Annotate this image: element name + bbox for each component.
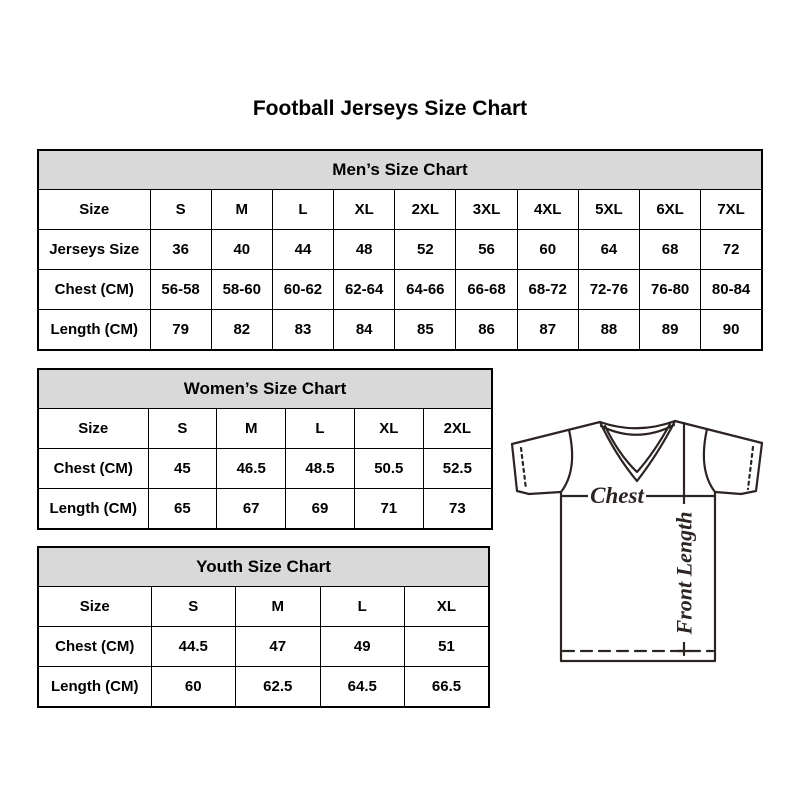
value-cell: 56: [456, 230, 517, 270]
left-sleeve-outline: [512, 444, 561, 494]
value-cell: 3XL: [456, 190, 517, 230]
row-label-cell: Jerseys Size: [38, 230, 150, 270]
value-cell: 50.5: [354, 449, 423, 489]
value-cell: 65: [148, 489, 217, 530]
value-cell: 62-64: [334, 270, 395, 310]
value-cell: L: [320, 587, 405, 627]
value-cell: 62.5: [236, 667, 321, 708]
left-sleeve-hem-dash: [521, 448, 526, 489]
value-cell: M: [217, 409, 286, 449]
mens-size-table: [37, 149, 763, 351]
value-cell: M: [211, 190, 272, 230]
value-cell: XL: [354, 409, 423, 449]
jersey-diagram: [500, 408, 800, 678]
value-cell: 90: [701, 310, 762, 351]
row-label-cell: Length (CM): [38, 489, 148, 530]
table-header-row: [38, 369, 492, 409]
value-cell: 82: [211, 310, 272, 351]
value-cell: 89: [640, 310, 701, 351]
womens-table-body: [38, 409, 492, 530]
value-cell: 85: [395, 310, 456, 351]
row-label-cell: Size: [38, 409, 148, 449]
value-cell: L: [286, 409, 355, 449]
value-cell: 51: [405, 627, 490, 667]
value-cell: 5XL: [578, 190, 639, 230]
left-shoulder-seam: [512, 422, 600, 444]
right-sleeve-outline: [715, 443, 762, 494]
row-label-cell: Size: [38, 190, 150, 230]
table-row: [38, 190, 762, 230]
value-cell: 49: [320, 627, 405, 667]
value-cell: 48.5: [286, 449, 355, 489]
youth-table-title: Youth Size Chart: [38, 547, 489, 587]
value-cell: 68-72: [517, 270, 578, 310]
value-cell: 60: [517, 230, 578, 270]
value-cell: 66-68: [456, 270, 517, 310]
value-cell: 80-84: [701, 270, 762, 310]
row-label-cell: Chest (CM): [38, 270, 150, 310]
value-cell: S: [150, 190, 211, 230]
left-armhole-curve: [561, 430, 572, 492]
right-sleeve-hem-dash: [748, 447, 753, 489]
value-cell: 36: [150, 230, 211, 270]
right-shoulder-seam: [675, 421, 762, 443]
value-cell: 6XL: [640, 190, 701, 230]
chest-label: Chest: [590, 483, 644, 508]
value-cell: 87: [517, 310, 578, 351]
row-label-cell: Chest (CM): [38, 627, 151, 667]
value-cell: 52.5: [423, 449, 492, 489]
value-cell: 69: [286, 489, 355, 530]
table-row: [38, 627, 489, 667]
value-cell: 44.5: [151, 627, 236, 667]
value-cell: 45: [148, 449, 217, 489]
mens-table-body: [38, 190, 762, 351]
table-header-row: [38, 547, 489, 587]
value-cell: 64-66: [395, 270, 456, 310]
table-row: [38, 230, 762, 270]
row-label-cell: Size: [38, 587, 151, 627]
table-row: [38, 409, 492, 449]
page-title: Football Jerseys Size Chart: [252, 97, 528, 120]
youth-size-table: [37, 546, 490, 708]
womens-table-title: Women’s Size Chart: [38, 369, 492, 409]
value-cell: S: [148, 409, 217, 449]
value-cell: 71: [354, 489, 423, 530]
row-label-cell: Length (CM): [38, 310, 150, 351]
collar-back-arc-icon: [600, 421, 675, 428]
value-cell: 64.5: [320, 667, 405, 708]
value-cell: M: [236, 587, 321, 627]
value-cell: XL: [334, 190, 395, 230]
value-cell: 64: [578, 230, 639, 270]
youth-table-body: [38, 587, 489, 708]
row-label-cell: Length (CM): [38, 667, 151, 708]
front-length-label: Front Length: [671, 511, 697, 635]
table-header-row: [38, 150, 762, 190]
value-cell: L: [272, 190, 333, 230]
value-cell: 7XL: [701, 190, 762, 230]
table-row: [38, 310, 762, 351]
value-cell: 48: [334, 230, 395, 270]
value-cell: 83: [272, 310, 333, 351]
table-row: [38, 449, 492, 489]
value-cell: S: [151, 587, 236, 627]
value-cell: 72-76: [578, 270, 639, 310]
value-cell: 79: [150, 310, 211, 351]
value-cell: 66.5: [405, 667, 490, 708]
value-cell: 52: [395, 230, 456, 270]
table-row: [38, 587, 489, 627]
value-cell: 88: [578, 310, 639, 351]
value-cell: 86: [456, 310, 517, 351]
table-row: [38, 667, 489, 708]
value-cell: 60: [151, 667, 236, 708]
value-cell: 56-58: [150, 270, 211, 310]
row-label-cell: Chest (CM): [38, 449, 148, 489]
value-cell: 2XL: [395, 190, 456, 230]
value-cell: XL: [405, 587, 490, 627]
value-cell: 84: [334, 310, 395, 351]
right-armhole-curve: [704, 429, 715, 492]
value-cell: 60-62: [272, 270, 333, 310]
mens-table-title: Men’s Size Chart: [38, 150, 762, 190]
value-cell: 58-60: [211, 270, 272, 310]
table-row: [38, 270, 762, 310]
value-cell: 76-80: [640, 270, 701, 310]
value-cell: 72: [701, 230, 762, 270]
value-cell: 73: [423, 489, 492, 530]
value-cell: 67: [217, 489, 286, 530]
value-cell: 46.5: [217, 449, 286, 489]
table-row: [38, 489, 492, 530]
value-cell: 47: [236, 627, 321, 667]
value-cell: 44: [272, 230, 333, 270]
value-cell: 2XL: [423, 409, 492, 449]
value-cell: 68: [640, 230, 701, 270]
value-cell: 4XL: [517, 190, 578, 230]
value-cell: 40: [211, 230, 272, 270]
womens-size-table: [37, 368, 493, 530]
